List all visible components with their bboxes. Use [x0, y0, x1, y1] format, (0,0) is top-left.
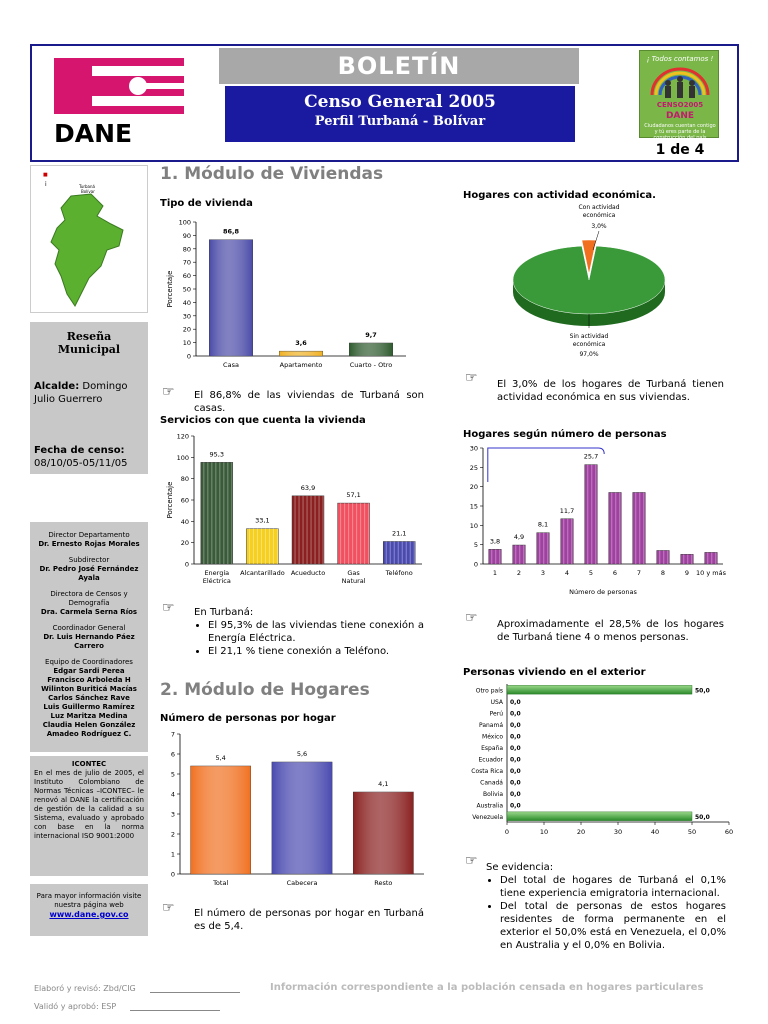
- staff-name: Claudia Helen González: [42, 721, 136, 729]
- note-servicios-list: [194, 619, 424, 658]
- section-2-heading: 2. Módulo de Hogares: [160, 680, 370, 700]
- note-tipo: El 86,8% de las viviendas de Turbaná son casas.: [194, 390, 424, 414]
- y-tick-label: México: [482, 733, 503, 741]
- footer-elaboro-text: Elaboró y revisó: Zbd/CIG: [34, 984, 136, 993]
- y-tick-label: Otro país: [475, 687, 503, 695]
- y-tick-label: Panamá: [478, 721, 503, 729]
- data-label: 9,7: [365, 331, 377, 340]
- census-date: [34, 444, 146, 470]
- census-date-label: Fecha de censo:: [34, 445, 125, 456]
- footer-valido: [34, 1002, 220, 1011]
- y-tick-label: 20: [180, 539, 189, 548]
- chart-title-servicios: Servicios con que cuenta la vivienda: [160, 415, 366, 426]
- data-label: 0,0: [510, 698, 521, 706]
- map-label-department: Bolívar: [81, 189, 95, 194]
- staff-entry: [33, 658, 145, 739]
- y-tick-label: 3: [170, 810, 175, 819]
- pointing-hand-icon: ☞: [162, 900, 175, 916]
- chart-title-hogares: Hogares según número de personas: [463, 429, 667, 440]
- y-tick-label: 100: [178, 218, 191, 227]
- data-label: 0,0: [510, 779, 521, 787]
- y-tick-label: Venezuela: [472, 813, 503, 821]
- x-tick-label: Gas: [347, 569, 360, 577]
- x-tick-label: 50: [687, 828, 697, 836]
- bar-shine: [349, 343, 392, 356]
- pointing-hand-icon: ☞: [465, 370, 478, 386]
- chart-personas-hogar: [160, 728, 424, 892]
- icontec-text: En el mes de julio de 2005, el Instituto Colombiano de Normas Técnicas –ICONTEC– le renovó al DANE la certificación de gestión de la calidad a su Sistema, evaluado y aprobado con base en la norma internacional ISO 9001:2000: [34, 769, 144, 840]
- pointing-hand-icon: ☞: [465, 610, 478, 626]
- dane-logo-text: DANE: [54, 119, 133, 146]
- pie-label-category: económica: [572, 341, 606, 348]
- x-tick-label: Cabecera: [286, 879, 318, 887]
- badge-caption: Ciudadanos cuentan contigo y tú eres parte de la construcción del país: [644, 123, 716, 141]
- staff-list: [30, 522, 148, 752]
- x-tick-label: 6: [612, 569, 618, 577]
- data-label: 5,4: [215, 754, 226, 762]
- y-tick-label: 90: [182, 231, 191, 240]
- staff-name: Edgar Sardi Perea: [53, 667, 125, 675]
- note-servicios: [194, 606, 424, 658]
- x-tick-label: Teléfono: [385, 569, 413, 577]
- data-label: 0,0: [510, 767, 521, 775]
- staff-entry: [33, 531, 145, 549]
- staff-entry: [33, 624, 145, 651]
- bar-shine: [191, 766, 251, 874]
- y-tick-label: 10: [182, 339, 191, 348]
- note-exterior-intro: Se evidencia:: [486, 862, 554, 873]
- x-tick-label: Alcantarillado: [240, 569, 285, 577]
- census-date-value: 08/10/05-05/11/05: [34, 458, 128, 469]
- pie-label-category: económica: [582, 212, 616, 219]
- x-tick-label: 0: [504, 828, 510, 836]
- x-tick-label: 10: [539, 828, 549, 836]
- data-label: 8,1: [537, 520, 549, 529]
- staff-entry: [33, 590, 145, 617]
- x-tick-label: 30: [613, 828, 623, 836]
- pointing-hand-icon: ☞: [465, 853, 478, 869]
- staff-role: Directora de Censos y Demografía: [50, 590, 128, 607]
- x-tick-label: Energía: [204, 569, 230, 577]
- note-exterior-item: • Del total de personas de estos hogares residentes de forma permanente en el exterior el 50,0% está en Venezuela, el 0,0% en Australia y el 0,0% en Bolivia.: [500, 900, 726, 952]
- mayor: [34, 380, 146, 406]
- staff-entry: [33, 556, 145, 583]
- chart-title-exterior: Personas viviendo en el exterior: [463, 667, 646, 678]
- x-tick-label: Cuarto - Otro: [349, 361, 393, 369]
- y-tick-label: 20: [182, 325, 191, 334]
- bar-shine: [272, 762, 332, 874]
- x-tick-label: 5: [588, 569, 594, 577]
- map-label-municipality: Turbaná: [79, 184, 95, 189]
- pie-label-category: Sin actividad: [569, 333, 609, 340]
- y-tick-label: 0: [170, 870, 175, 879]
- x-tick-label: 60: [724, 828, 734, 836]
- chart-exterior: [463, 680, 743, 850]
- mayor-value: Domingo Julio Guerrero: [34, 381, 128, 405]
- data-label: 3,6: [295, 339, 307, 348]
- staff-role: Equipo de Coordinadores: [45, 658, 133, 666]
- x-tick-label: Casa: [223, 361, 239, 369]
- staff-role: Subdirector: [68, 556, 110, 564]
- data-label: 0,0: [510, 802, 521, 810]
- staff-name: Wilinton Buriticá Macías: [41, 685, 137, 693]
- y-tick-label: Bolivia: [482, 790, 503, 798]
- x-axis-label: Número de personas: [569, 588, 637, 596]
- icontec-title: ICONTEC: [71, 760, 107, 768]
- note-servicios-intro: En Turbaná:: [194, 607, 254, 618]
- bar: [507, 812, 692, 821]
- y-tick-label: 80: [180, 475, 189, 484]
- y-tick-label: 15: [469, 502, 478, 511]
- chart-title-actividad: Hogares con actividad económica.: [463, 190, 656, 201]
- x-tick-label: Resto: [374, 879, 393, 887]
- mayor-label: Alcalde:: [34, 381, 80, 392]
- pie-label-value: 3,0%: [591, 223, 607, 230]
- data-label: 0,0: [510, 756, 521, 764]
- staff-name: Luis Guillermo Ramírez: [43, 703, 135, 711]
- data-label: 21,1: [391, 529, 407, 538]
- y-axis-label: Porcentaje: [166, 481, 174, 519]
- chart-hogares-personas: [463, 442, 733, 602]
- pointing-hand-icon: ☞: [162, 600, 175, 616]
- y-tick-label: 80: [182, 245, 191, 254]
- staff-name: Dra. Carmela Serna Ríos: [40, 608, 138, 616]
- y-tick-label: 60: [182, 272, 191, 281]
- badge-slogan: ¡ Todos contamos !: [646, 55, 714, 63]
- data-label: 50,0: [695, 687, 710, 695]
- y-tick-label: 5: [473, 541, 478, 550]
- bulletin-header: [30, 44, 739, 162]
- y-tick-label: 70: [182, 258, 191, 267]
- y-tick-label: Canadá: [480, 779, 503, 787]
- website-link[interactable]: www.dane.gov.co: [49, 910, 129, 919]
- staff-name: Luz Maritza Medina: [50, 712, 128, 720]
- staff-name: Dr. Ernesto Rojas Morales: [38, 540, 140, 548]
- y-tick-label: 2: [170, 830, 175, 839]
- data-label: 0,0: [510, 721, 521, 729]
- chart-actividad: [463, 202, 733, 362]
- data-label: 50,0: [695, 813, 710, 821]
- staff-name: Dr. Pedro José Fernández Ayala: [39, 565, 139, 582]
- page-number: 1 de 4: [655, 142, 705, 158]
- data-label: 0,0: [510, 733, 521, 741]
- x-tick-label: 1: [492, 569, 498, 577]
- icontec-box: [30, 756, 148, 876]
- y-axis-label: Porcentaje: [166, 270, 174, 308]
- badge-logo: DANE: [665, 111, 695, 121]
- y-tick-label: Perú: [489, 710, 503, 718]
- y-tick-label: 0: [186, 352, 191, 361]
- data-label: 0,0: [510, 744, 521, 752]
- data-label: 4,9: [513, 533, 525, 542]
- people-rainbow-icon: [648, 65, 712, 101]
- y-tick-label: 7: [170, 730, 175, 739]
- staff-name: Carlos Sánchez Rave: [48, 694, 130, 702]
- census-subtitle: Perfil Turbaná - Bolívar: [314, 114, 486, 129]
- x-tick-label: Total: [213, 879, 229, 887]
- svg-text:i: i: [45, 181, 47, 188]
- note-exterior: [486, 861, 726, 952]
- note-exterior-list: [486, 874, 726, 952]
- chart-servicios: [160, 430, 424, 594]
- chart-tipo-vivienda: [160, 212, 420, 374]
- x-tick-label: 3: [540, 569, 546, 577]
- census-title: Censo General 2005: [304, 92, 496, 112]
- data-label: 0,0: [510, 790, 521, 798]
- note-actividad: El 3,0% de los hogares de Turbaná tienen actividad económica en sus viviendas.: [497, 379, 724, 403]
- y-tick-label: Australia: [476, 802, 503, 810]
- badge-year: CENSO2005: [656, 101, 704, 109]
- y-tick-label: 40: [180, 517, 189, 526]
- data-label: 86,8: [222, 227, 240, 236]
- data-label: 11,7: [559, 506, 575, 515]
- y-tick-label: 0: [184, 560, 189, 569]
- x-tick-label: 10 y más: [696, 569, 726, 577]
- footer-note: Información correspondiente a la población censada en hogares particulares: [270, 982, 704, 993]
- staff-name: Francisco Arboleda H: [47, 676, 131, 684]
- y-tick-label: 120: [176, 432, 189, 441]
- pie-label-category: Con actividad: [578, 204, 620, 211]
- data-label: 57,1: [346, 491, 361, 500]
- note-hogares: Aproximadamente el 28,5% de los hogares de Turbaná tiene 4 o menos personas.: [497, 619, 724, 643]
- x-tick-label: Acueducto: [290, 569, 326, 577]
- svg-text:■: ■: [43, 172, 48, 178]
- bar: [507, 685, 692, 694]
- municipal-summary: [30, 322, 148, 474]
- y-tick-label: 30: [469, 444, 478, 453]
- census-title-box: [225, 86, 575, 142]
- chart-title-personas: Número de personas por hogar: [160, 713, 336, 724]
- pie-label-value: 97,0%: [579, 351, 599, 358]
- footer-valido-text: Validó y aprobó: ESP: [34, 1002, 117, 1011]
- data-label: 4,1: [378, 780, 389, 788]
- staff-name: Amadeo Rodríguez C.: [46, 730, 132, 738]
- x-tick-label: 8: [660, 569, 666, 577]
- x-tick-label: Natural: [341, 577, 366, 585]
- bar-shine: [353, 792, 413, 874]
- bar-shine: [209, 240, 252, 356]
- staff-name: Dr. Luis Hernando Páez Carrero: [43, 633, 135, 650]
- chart-title-tipo: Tipo de vivienda: [160, 198, 253, 209]
- summary-title: Reseña Municipal: [57, 330, 121, 356]
- section-1-heading: 1. Módulo de Viviendas: [160, 164, 384, 184]
- y-tick-label: 100: [176, 453, 189, 462]
- y-tick-label: 60: [180, 496, 189, 505]
- y-tick-label: 4: [170, 790, 175, 799]
- y-tick-label: Costa Rica: [471, 767, 503, 775]
- y-tick-label: 50: [182, 285, 191, 294]
- x-tick-label: 2: [516, 569, 522, 577]
- data-label: 63,9: [300, 483, 316, 492]
- y-tick-label: 40: [182, 298, 191, 307]
- x-tick-label: 20: [576, 828, 586, 836]
- census-badge: [639, 50, 719, 141]
- data-label: 5,6: [296, 750, 308, 758]
- y-tick-label: USA: [490, 698, 503, 706]
- banner-title: BOLETÍN: [219, 48, 579, 84]
- municipality-map: [30, 165, 148, 313]
- y-tick-label: 0: [473, 560, 478, 569]
- staff-role: Director Departamento: [48, 531, 130, 539]
- note-exterior-item: • Del total de hogares de Turbaná el 0,1% tiene experiencia emigratoria internacional.: [500, 874, 726, 900]
- y-tick-label: 5: [170, 770, 175, 779]
- y-tick-label: España: [481, 744, 503, 752]
- map-graphic: [31, 166, 149, 314]
- y-tick-label: Ecuador: [478, 756, 503, 764]
- x-tick-label: Apartamento: [279, 361, 323, 369]
- more-info-text: Para mayor información visite nuestra página web: [36, 892, 142, 909]
- note-servicios-item: • El 21,1 % tiene conexión a Teléfono.: [208, 645, 424, 658]
- note-personas: El número de personas por hogar en Turbaná es de 5,4.: [194, 908, 424, 932]
- pointing-hand-icon: ☞: [162, 384, 175, 400]
- data-label: 25,7: [583, 452, 599, 461]
- y-tick-label: 25: [469, 463, 478, 472]
- x-tick-label: 4: [564, 569, 570, 577]
- y-tick-label: 6: [170, 750, 175, 759]
- data-label: 0,0: [510, 710, 521, 718]
- staff-role: Coordinador General: [52, 624, 126, 632]
- note-servicios-item: • El 95,3% de las viviendas tiene conexión a Energía Eléctrica.: [208, 619, 424, 645]
- x-tick-label: Eléctrica: [202, 577, 231, 585]
- y-tick-label: 1: [170, 850, 175, 859]
- footer-elaboro: [34, 984, 240, 993]
- more-info-box: [30, 884, 148, 936]
- x-tick-label: 7: [636, 569, 642, 577]
- y-tick-label: 10: [469, 521, 478, 530]
- x-tick-label: 40: [650, 828, 660, 836]
- x-tick-label: 9: [684, 569, 690, 577]
- y-tick-label: 20: [469, 483, 478, 492]
- dane-logo: [54, 56, 184, 146]
- y-tick-label: 30: [182, 312, 191, 321]
- data-label: 95,3: [209, 450, 225, 459]
- bar-shine: [279, 351, 322, 356]
- data-label: 33,1: [255, 516, 270, 525]
- data-label: 3,8: [489, 537, 501, 546]
